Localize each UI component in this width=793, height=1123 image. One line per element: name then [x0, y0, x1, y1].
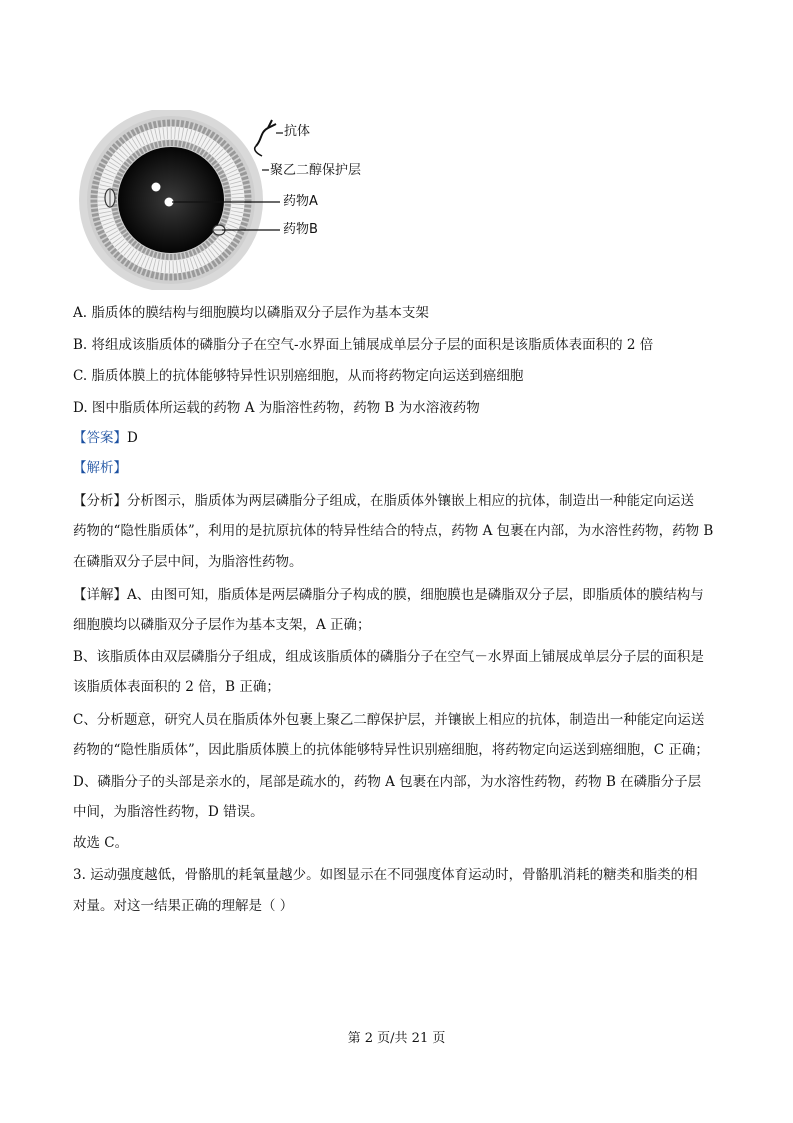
detail-line-3: B、该脂质体由双层磷脂分子组成，组成该脂质体的磷脂分子在空气－水界面上铺展成单层分子层的面积是	[73, 649, 704, 665]
answer-line	[73, 428, 723, 448]
answer-value: D	[127, 430, 138, 446]
question-3-line-1: 3. 运动强度越低，骨骼肌的耗氧量越少。如图显示在不同强度体育运动时，骨骼肌消耗的糖类和脂类的相	[73, 867, 698, 883]
antibody-shape	[256, 120, 276, 146]
question-3-line-2: 对量。对这一结果正确的理解是（ ）	[73, 898, 294, 914]
detail-line-8: 中间，为脂溶性药物，D 错误。	[73, 804, 264, 820]
option-c: C. 脂质体膜上的抗体能够特异性识别癌细胞，从而将药物定向运送到癌细胞	[73, 368, 524, 384]
detail-conclusion: 故选 C。	[73, 835, 129, 851]
drug-a-dot	[152, 183, 161, 192]
analysis-heading	[73, 458, 723, 478]
drug-a-label: 药物A	[283, 194, 318, 209]
drug-b-label: 药物B	[283, 222, 318, 237]
antibody-label: 抗体	[284, 124, 311, 139]
detail-line-1: 【详解】A、由图可知，脂质体是两层磷脂分子构成的膜，细胞膜也是磷脂双分子层，即脂质体的膜结构与	[73, 587, 704, 603]
option-d: D. 图中脂质体所运载的药物 A 为脂溶性药物，药物 B 为水溶液药物	[73, 400, 480, 416]
detail-line-6: 药物的“隐性脂质体”，因此脂质体膜上的抗体能够特异性识别癌细胞，将药物定向运送到癌细胞，C 正确；	[73, 742, 709, 758]
option-b: B. 将组成该脂质体的磷脂分子在空气-水界面上铺展成单层分子层的面积是该脂质体表面积的 2 倍	[73, 337, 654, 353]
analysis-tag: 【解析】	[73, 460, 127, 476]
peg-layer-label: 聚乙二醇保护层	[270, 163, 362, 178]
analysis-sub-tag: 【分析】	[73, 493, 127, 509]
detail-line-5: C、分析题意，研究人员在脂质体外包裹上聚乙二醇保护层，并镶嵌上相应的抗体，制造出一种能定向运送	[73, 712, 705, 728]
liposome-diagram	[76, 110, 406, 290]
page-footer: 第 2 页/共 21 页	[347, 1031, 446, 1046]
analysis-line-1: 【分析】分析图示，脂质体为两层磷脂分子组成，在脂质体外镶嵌上相应的抗体，制造出一种能定向运送	[73, 493, 694, 509]
answer-tag: 【答案】	[73, 430, 127, 446]
liposome-figure	[76, 110, 406, 290]
analysis-line-3: 在磷脂双分子层中间，为脂溶性药物。	[73, 554, 303, 570]
option-a: A. 脂质体的膜结构与细胞膜均以磷脂双分子层作为基本支架	[73, 305, 429, 321]
detail-line-4: 该脂质体表面积的 2 倍，B 正确；	[73, 679, 280, 695]
analysis-line-2: 药物的“隐性脂质体”，利用的是抗原抗体的特异性结合的特点，药物 A 包裹在内部，为水溶性药物，药物 B	[73, 523, 714, 539]
detail-line-2: 细胞膜均以磷脂双分子层作为基本支架，A 正确；	[73, 617, 371, 633]
detail-line-7: D、磷脂分子的头部是亲水的，尾部是疏水的，药物 A 包裹在内部，为水溶性药物，药物 B 在磷脂分子层	[73, 774, 702, 790]
detail-tag: 【详解】	[73, 587, 127, 603]
